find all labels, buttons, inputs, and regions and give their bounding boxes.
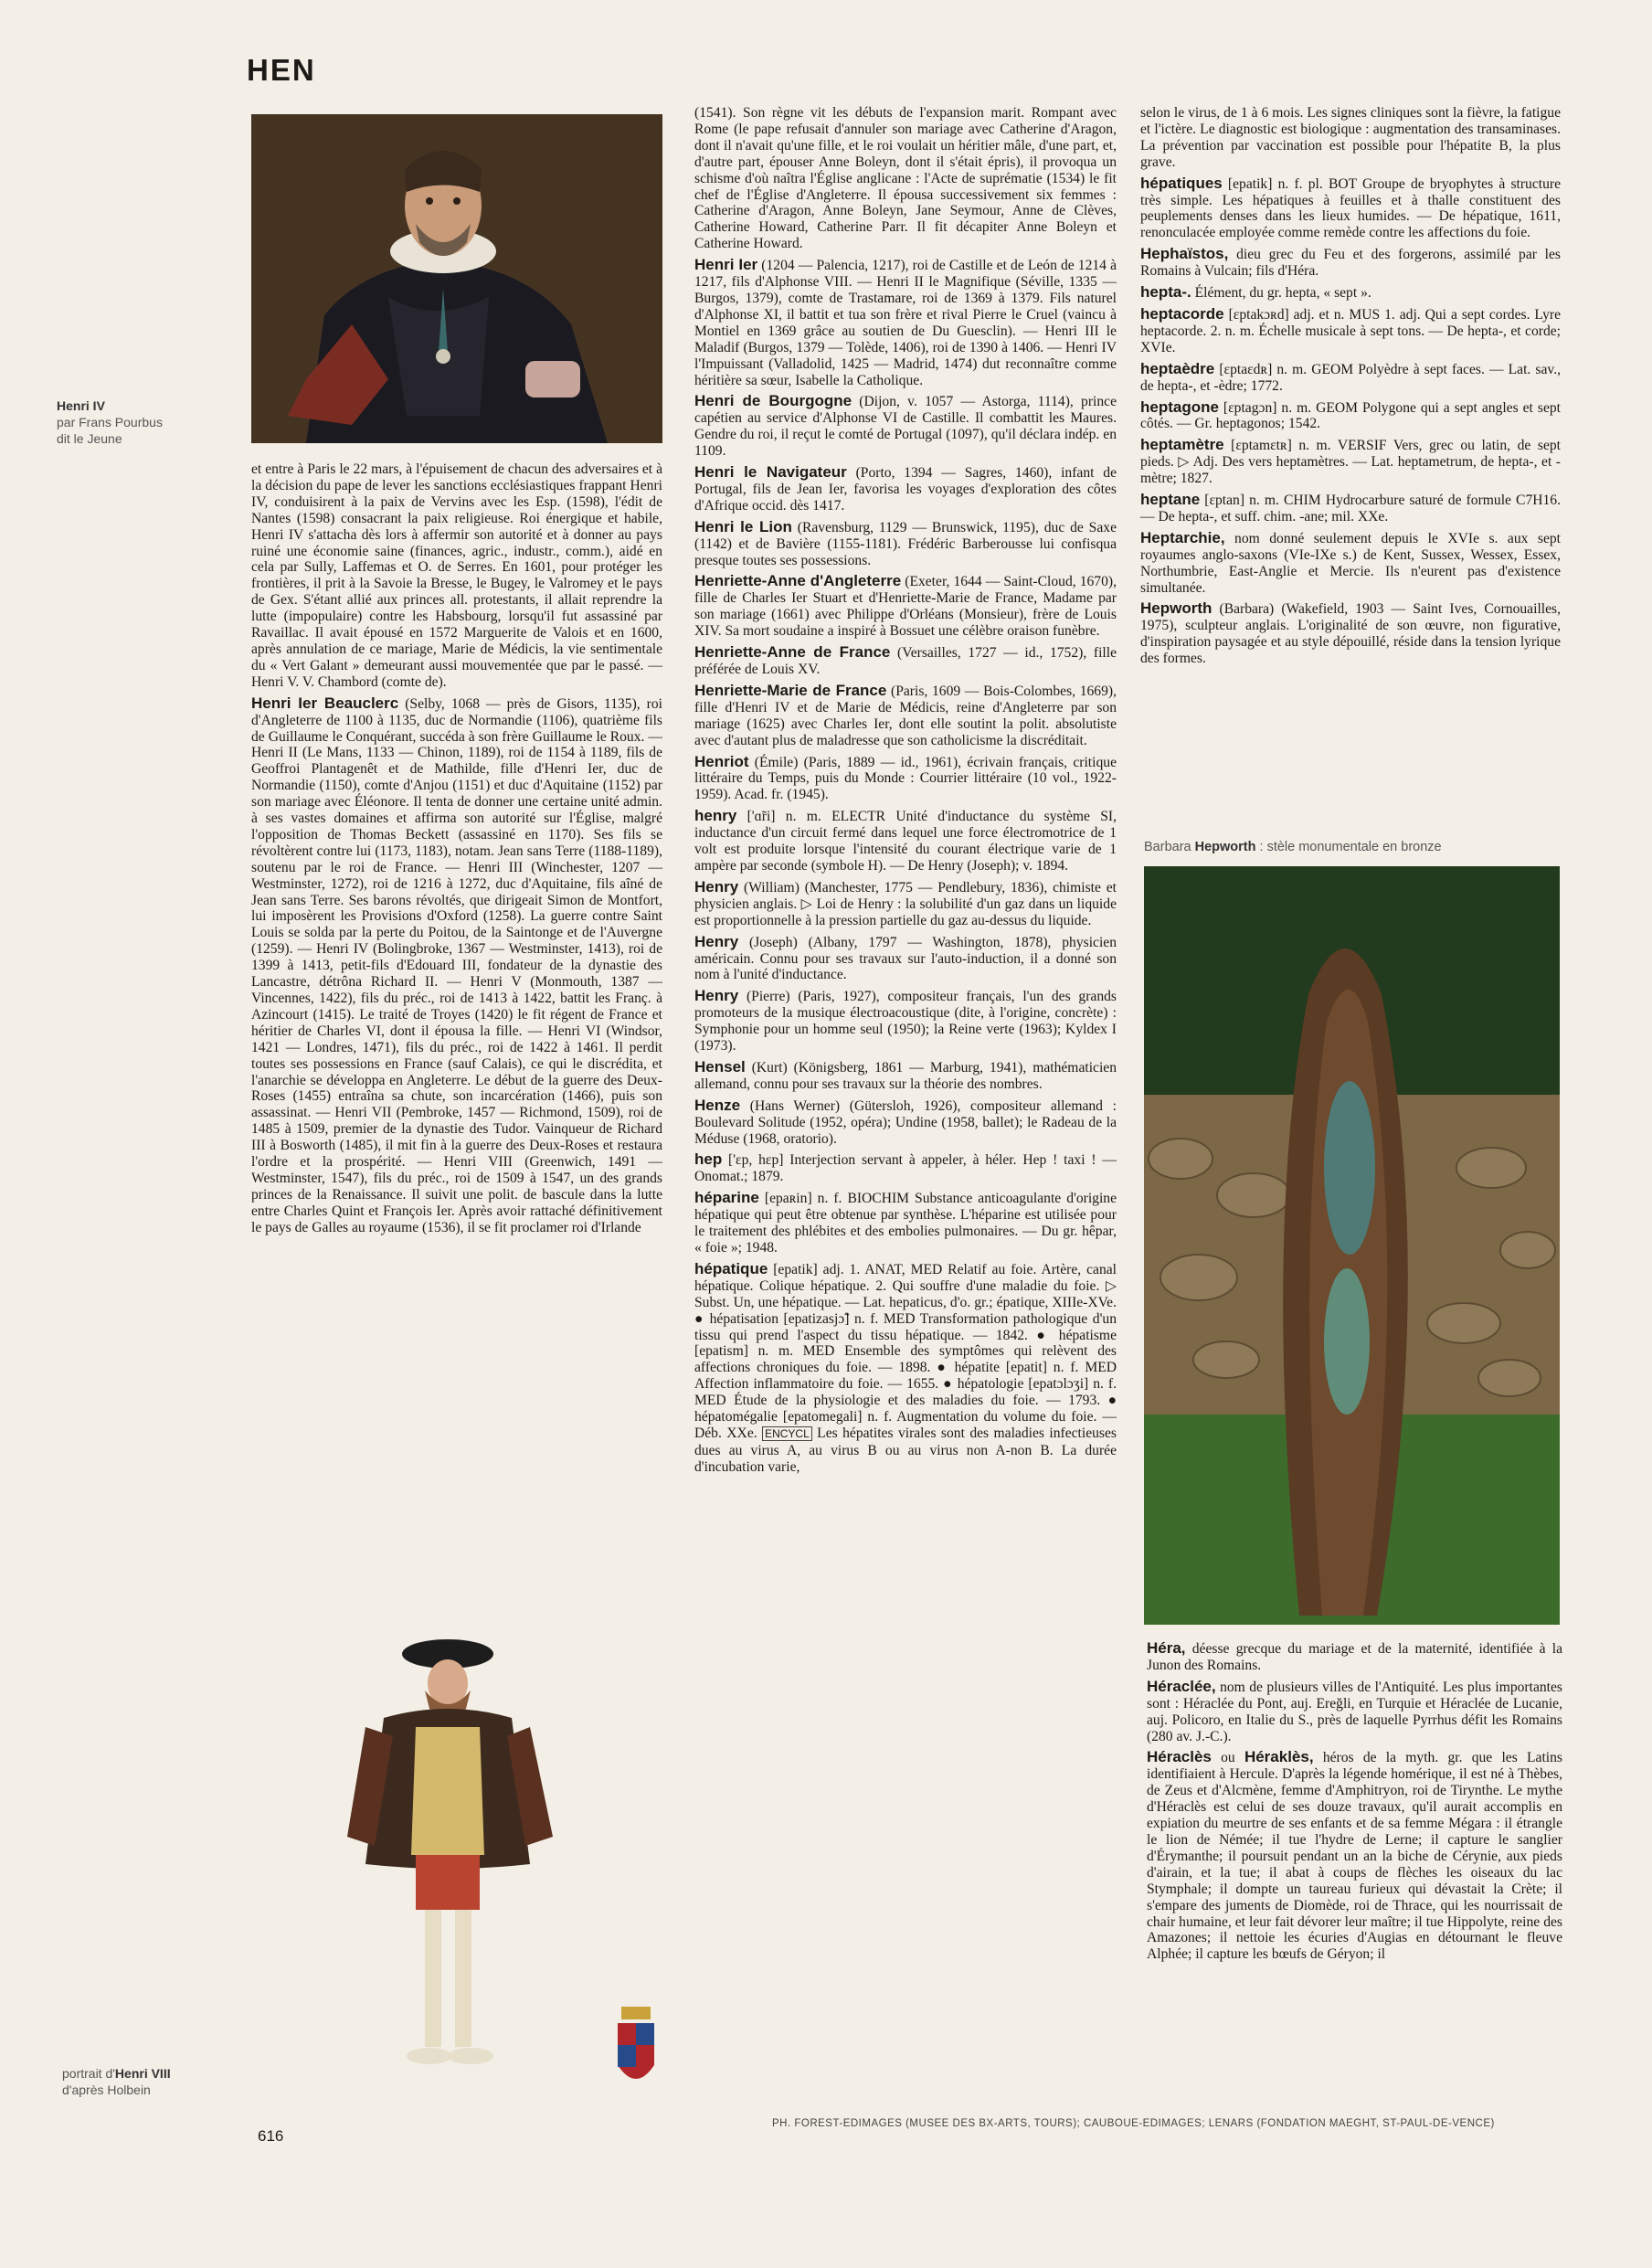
entry [694, 393, 1117, 460]
entry-body: nom de plusieurs villes de l'Antiquité. Les plus importantes sont : Héraclée du Pont, auj. Ereğli, en Turquie et Héraclée de Lucanie, auj. Policoro, en Italie du S., près de laquelle Pyrrhus défit les Romains (280 av. J.-C.). [1147, 1679, 1562, 1744]
headword: Henriette-Marie de France [694, 681, 887, 699]
headword: heptagone [1140, 397, 1219, 416]
headword: heptacorde [1140, 304, 1224, 323]
headword: Henri le Navigateur [694, 463, 847, 482]
caption-line: par Frans Pourbus [57, 415, 163, 429]
headword: Henze [694, 1096, 741, 1114]
henri-iv-portrait-image [251, 114, 662, 443]
entry-body: (Porto, 1394 — Sagres, 1460), infant de Portugal, fils de Jean Ier, favorisa les voyages d'exploration des côtes d'Afrique occid. dès 1417. [694, 465, 1117, 514]
entry [694, 1097, 1117, 1148]
entry-body: [ɛptagɔn] n. m. GEOM Polygone qui a sept angles et sept côtés. — Gr. heptagonos; 1542. [1140, 399, 1561, 432]
entry [694, 519, 1117, 569]
caption-text: portrait d' [62, 2066, 115, 2081]
headword: Héra, [1147, 1639, 1186, 1657]
headword: Henriette-Anne de France [694, 643, 891, 662]
entry-body: (Exeter, 1644 — Saint-Cloud, 1670), fille de Charles Ier Stuart et d'Henriette-Marie de France, Madame par son mariage (1661) avec Philippe d'Orléans (Monsieur), frère de Louis XIV. Sa mort soudaine a inspiré à Bossuet une célèbre oraison funèbre. [694, 574, 1117, 640]
headword: Heptarchie, [1140, 528, 1225, 546]
entry [694, 464, 1117, 514]
headword: Héraclée, [1147, 1677, 1216, 1695]
caption-name: Henri VIII [114, 2066, 171, 2081]
entry-body: (William) (Manchester, 1775 — Pendlebury, 1836), chimiste et physicien anglais. ▷ Loi de Henry : la solubilité d'un gaz dans un liquide est proportionnelle à la pression partielle du gaz au-dessus du liquide. [694, 879, 1117, 928]
entry [1140, 284, 1561, 302]
caption-line: d'après Holbein [62, 2083, 151, 2097]
headword: hepta-. [1140, 283, 1191, 302]
henri-iv-caption [57, 397, 163, 447]
entry [694, 1059, 1117, 1093]
headword: Henriot [694, 752, 749, 770]
entry-body: déesse grecque du mariage et de la maternité, identifiée à la Junon des Romains. [1147, 1641, 1562, 1673]
entry-body: [ɛptamɛtʀ] n. m. VERSIF Vers, grec ou latin, de sept pieds. ▷ Adj. Des vers heptamètres. — Lat. heptametrum, de hepta-, et -mètre; 1827. [1140, 438, 1561, 487]
entry-body: (Barbara) (Wakefield, 1903 — Saint Ives, Cornouailles, 1975), sculpteur anglais. L'originalité de son œuvre, non figurative, d'inspiration paysagée et au style dépouillé, réside dans la tension lyrique des formes. [1140, 601, 1561, 667]
henri-viii-illustration [338, 1627, 585, 2093]
entry [694, 1261, 1117, 1476]
headword: Héraclès [1147, 1748, 1212, 1766]
entry-body: ['ɛp, hɛp] Interjection servant à appeler, à héler. Hep ! taxi ! — Onomat.; 1879. [694, 1152, 1117, 1185]
headword: Henry [694, 987, 739, 1005]
entry [694, 808, 1117, 874]
hepworth-caption [1144, 839, 1442, 855]
entry-body: (Selby, 1068 — près de Gisors, 1135), roi d'Angleterre de 1100 à 1135, duc de Normandie (1106), quatrième fils de Guillaume le Conquérant, succéda à son frère Guillaume le Roux. — Henri II (Le Mans, 1133 — Chinon, 1189), roi de 1154 à 1189, fils de Geoffroi Plantagenêt et de Mathilde, fille d'Henri Ier, duc de Normandie (1150), comte d'Anjou (1151) et duc d'Aquitaine (1152) par son mariage avec Éléonore. Il tenta de donner une certaine unité admin. à ses vastes domaines et affirma son autorité sur l'Église, malgré l'opposition de Thomas Beckett (assassiné en 1170). Ses fils se révoltèrent contre lui (1173, 1183), notam. Jean sans Terre (1188-1189), soutenu par le roi de France. — Henri III (Winchester, 1207 — Westminster, 1272), roi de 1216 à 1272, duc d'Aquitaine, fils aîné de Jean sans Terre. Ses barons révoltés, que dirigeait Simon de Montfort, lui imposèrent les Provisions d'Oxford (1258). La guerre contre Saint Louis se solda par la perte du Poitou, de la Saintonge et de l'Auvergne (1259). — Henri IV (Bolingbroke, 1367 — Westminster, 1413), roi de 1399 à 1413, petit-fils d'Edouard III, fondateur de la dynastie des Lancastre, détrôna Richard II. — Henri V (Monmouth, 1387 — Vincennes, 1422), fils du préc., roi de 1413 à 1422, battit les Franç. à Azincourt (1415). Le traité de Troyes (1420) le fit régent de France et héritier de Charles VI, dont il épousa la fille. — Henri VI (Windsor, 1421 — Londres, 1471), fils du préc., roi de 1422 à 1461. Il perdit toutes ses possessions en France (sauf Calais), ce qui le discrédita, et l'anarchie se développa en Angleterre. Le début de la guerre des Deux-Roses (1455) entraîna sa chute, son incarcération (1466), puis son assassinat. — Henri VII (Pembroke, 1457 — Richmond, 1509), roi de 1485 à 1509, premier de la dynastie des Tudor. Vainqueur de Richard III à Bosworth (1485), il mit fin à la guerre des Deux-Roses et restaura l'ordre et la prospérité. — Henri VIII (Greenwich, 1491 — Westminster, 1547), fils du préc., roi de 1509 à 1547, un des grands princes de la Renaissance. Il suivit une polit. de bascule dans la lutte entre Charles Quint et François Ier. Après avoir rattaché définitivement le pays de Galles au royaume (1536), il se fit proclamer roi d'Irlande [251, 695, 663, 1235]
headword: heptamètre [1140, 436, 1224, 454]
headword: Henry [694, 932, 739, 950]
entry-body: [ɛptan] n. m. CHIM Hydrocarbure saturé de formule C7H16. — De hepta-, et suff. chim. -ane; mil. XXe. [1140, 493, 1561, 525]
entry [1140, 246, 1561, 280]
entry-body: (1204 — Palencia, 1217), roi de Castille et de León de 1214 à 1217, fils d'Alphonse VIII. — Henri II le Magnifique (Séville, 1335 — Burgos, 1379), comte de Trastamare, roi de 1369 à 1379. Fils naturel d'Alphonse XI, il battit et tua son frère et rival Pierre le Cruel (vaincu à Montiel en 1369 grâce au soutien de Du Guesclin). — Henri III le Maladif (Burgos, 1379 — Tolède, 1406), roi de 1390 à 1406. — Henri IV l'Impuissant (Valladolid, 1425 — Madrid, 1474) dut reconnaître comme héritière sa sœur, Isabelle la Catholique. [694, 258, 1117, 388]
headword: Hephaïstos, [1140, 245, 1229, 263]
entry-body: (Émile) (Paris, 1889 — id., 1961), écrivain français, critique littéraire du Temps, puis du Monde : Courrier littéraire (10 vol., 1922-1959). Acad. fr. (1945). [694, 754, 1117, 803]
caption-text: Barbara [1144, 840, 1195, 854]
headword: Henri de Bourgogne [694, 392, 852, 410]
entry-body: ['ɑ̃ri] n. m. ELECTR Unité d'inductance du système SI, inductance d'un circuit fermé dans lequel une force électromotrice de 1 volt est produite lorsque l'intensité du courant électrique varie de 1 ampère par seconde (symbole H). — De Henry (Joseph); v. 1894. [694, 809, 1117, 874]
entry-body: nom donné seulement depuis le XVIe s. aux sept royaumes anglo-saxons (VIe-IXe s.) de Kent, Sussex, Wessex, Essex, Northumbrie, East-Anglie et Mercie. Ils n'eurent pas d'existence simultanée. [1140, 530, 1561, 596]
headword: Henri Ier Beauclerc [251, 694, 399, 712]
entry-body: [ɛptaɛdʀ] n. m. GEOM Polyèdre à sept faces. — Lat. sav., de hepta-, et -èdre; 1772. [1140, 361, 1561, 394]
entry [694, 1190, 1117, 1256]
encycl-marker: ENCYCL [762, 1426, 812, 1441]
entry-body: (Paris, 1609 — Bois-Colombes, 1669), fille d'Henri IV et de Marie de Médicis, reine d'Angleterre par son mariage (1625) avec Charles Ier, dont elle soutint la polit. absolutiste avec d'autant plus de maladresse que son catholicisme la discréditait. [694, 683, 1117, 748]
headword: heptane [1140, 491, 1201, 509]
entry [1147, 1640, 1562, 1674]
entry [694, 1151, 1117, 1185]
page-number: 616 [258, 2127, 284, 2145]
entry [694, 573, 1117, 640]
entry [694, 257, 1117, 388]
entry-body: [ɛptakɔʀd] adj. et n. MUS 1. adj. Qui a sept cordes. Lyre heptacorde. 2. n. m. Échelle musicale à sept tons. — De hepta-, et corde; XVIe. [1140, 306, 1561, 355]
entry-text: selon le virus, de 1 à 6 mois. Les signes cliniques sont la fièvre, la fatigue et l'ictère. Le diagnostic est biologique : augmentation des transaminases. La prévention par vaccination est possible pour l'hépatite B, la plus grave. [1140, 105, 1561, 170]
headword: héparine [694, 1189, 759, 1207]
entry-body: ou [1211, 1750, 1244, 1766]
headword: hep [694, 1150, 723, 1169]
coat-of-arms-icon [614, 2001, 658, 2097]
entry-body: (Ravensburg, 1129 — Brunswick, 1195), duc de Saxe (1142) et de Bavière (1155-1181). Frédéric Barberousse lui confisqua presque toutes ses possessions. [694, 519, 1117, 568]
entry [1147, 1749, 1562, 1963]
entry [1140, 175, 1561, 242]
headword: Hensel [694, 1057, 746, 1076]
entry [1140, 530, 1561, 597]
headword: Héraklès, [1244, 1748, 1314, 1766]
column-3-top [1140, 105, 1561, 667]
entry-body: (Kurt) (Königsberg, 1861 — Marburg, 1941), mathématicien allemand, connu pour ses travaux sur la théorie des nombres. [694, 1059, 1117, 1092]
entry-body: [epatik] n. f. pl. BOT Groupe de bryophytes à structure très simple. Les hépatiques à feuilles et à thalle constituent des peuplements denses dans les lieux humides. — De hépatique, 1611, renonculacée employée comme remède contre les affections du foie. [1140, 175, 1561, 241]
headword: hépatiques [1140, 174, 1223, 192]
entry [1140, 437, 1561, 487]
entry [1140, 306, 1561, 356]
caption-name: Hepworth [1194, 840, 1256, 854]
entry [694, 754, 1117, 804]
entry-body: (Pierre) (Paris, 1927), compositeur français, l'un des grands promoteurs de la musique électroacoustique (dite, à l'origine, concrète) : Symphonie pour un homme seul (1950); la Reine verte (1963); Kyldex I (1973). [694, 989, 1117, 1055]
entry-body: (Joseph) (Albany, 1797 — Washington, 1878), physicien américain. Connu pour ses travaux sur l'auto-induction, il a donné son nom à l'unité d'inductance. [694, 934, 1117, 983]
entry [1140, 399, 1561, 433]
entry [694, 934, 1117, 984]
column-2 [694, 105, 1117, 1476]
entry-body: (Dijon, v. 1057 — Astorga, 1114), prince capétien au service d'Alphonse VI de Castille. Il combattit les Maures. Gendre du roi, il reçut le comté de Portugal (1097), qu'il déclara indép. en 1109. [694, 394, 1117, 460]
headword: Henry [694, 877, 739, 896]
headword: Hepworth [1140, 599, 1213, 618]
entry-body: héros de la myth. gr. que les Latins identifiaient à Hercule. D'après la légende homérique, il est né à Thèbes, de Zeus et d'Alcmène, femme d'Amphitryon, roi de Tirynthe. Le mythe d'Héraclès est celui de ses douze travaux, qu'il aurait accomplis en expiation du meurtre de ses enfants et de sa femme Mégara : il étrangle le lion de Némée; il tue l'hydre de Lerne; il capture le sanglier d'Érymanthe; il poursuit pendant un an la biche de Cérynie, aux pieds d'airain, et la tue; il abat à coups de flèches les oiseaux du lac Stymphale; il dompte un taureau furieux qui dévastait la Crète; il s'empare des juments de Diomède, roi de Thrace, qui les nourrissait de chair humaine, et leur fait dévorer leur maître; il tue Hippolyte, reine des Amazones; il nettoie les écuries d'Augias en détournant le fleuve Alphée; il capture les bœufs de Géryon; il [1147, 1750, 1562, 1963]
entry [1147, 1679, 1562, 1745]
running-head: HEN [247, 53, 316, 87]
headword: Henriette-Anne d'Angleterre [694, 572, 902, 590]
headword: henry [694, 807, 737, 825]
column-3-bottom [1147, 1640, 1562, 1963]
entry [1140, 492, 1561, 525]
headword: heptaèdre [1140, 359, 1215, 377]
photo-credit: PH. FOREST-EDIMAGES (MUSEE DES BX-ARTS, TOURS); CAUBOUE-EDIMAGES; LENARS (FONDATION MAEGHT, ST-PAUL-DE-VENCE) [772, 2118, 1495, 2129]
headword: Henri Ier [694, 256, 758, 274]
entry-body: [epaʀin] n. f. BIOCHIM Substance anticoagulante d'origine hépatique qui peut être obtenue par synthèse. L'héparine est utilisée pour le traitement des phlébites et des embolies pulmonaires. — Du gr. hêpar, « foie »; 1948. [694, 1191, 1117, 1256]
entry-body: [epatik] adj. 1. ANAT, MED Relatif au foie. Artère, canal hépatique. Colique hépatique. 2. Qui souffre d'une maladie du foie. ▷ Subst. Un, une hépatique. — Lat. hepaticus, d'o. gr.; épatique, XIIIe-XVe. ● hépatisation [epatizasjɔ̃] n. f. MED Transformation pathologique d'un tissu qui prend l'aspect du tissu hépatique. — 1842. ● hépatisme [epatism] n. m. MED Ensemble des symptômes qui relèvent des affections chroniques du foie. — 1898. ● hépatite [epatit] n. f. MED Affection inflammatoire du foie. — 1655. ● hépatologie [epatɔlɔʒi] n. f. MED Étude de la physiologie et des maladies du foie. — 1793. ● hépatomégalie [epatomegali] n. f. Augmentation du volume du foie. — Déb. XXe. [694, 1261, 1117, 1441]
entry-text: (1541). Son règne vit les débuts de l'expansion marit. Rompant avec Rome (le pape refusait d'annuler son mariage avec Catherine d'Aragon, dont il n'avait qu'une fille, et le roi voulait un héritier mâle, d'une part, et, d'autre part, épouser Anne Boleyn, dont il s'était épris), il provoqua un schisme d'où naîtra l'Église anglicane : l'Acte de suprématie (1534) le fit chef de l'Église d'Angleterre. Il épousa successivement six femmes : Catherine d'Aragon, Anne Boleyn, Jane Seymour, Anne de Clèves, Catherine Howard, Catherine Parr. Il fit décapiter Anne Boleyn et Catherine Howard. [694, 105, 1117, 252]
headword: hépatique [694, 1259, 768, 1277]
entry [694, 988, 1117, 1055]
caption-line: dit le Jeune [57, 431, 122, 446]
entry-body: Les hépatites virales sont des maladies infectieuses dues au virus A, au virus B ou au virus non A-non B. La durée d'incubation varie, [694, 1425, 1117, 1475]
hepworth-sculpture-photo [1144, 866, 1560, 1625]
entry-body: Élément, du gr. hepta, « sept ». [1191, 285, 1371, 302]
caption-name: Henri IV [57, 398, 105, 413]
entry-henri-beauclerc [251, 695, 662, 1236]
entry [694, 683, 1117, 749]
entry [694, 644, 1117, 678]
entry-body: dieu grec du Feu et des forgerons, assimilé par les Romains à Vulcain; fils d'Héra. [1140, 247, 1561, 280]
entry-body: (Hans Werner) (Gütersloh, 1926), compositeur allemand : Boulevard Solitude (1952, opéra); Undine (1958, ballet); le Radeau de la Méduse (1968, oratorio). [694, 1097, 1117, 1147]
headword: Henri le Lion [694, 517, 792, 535]
entry-text: et entre à Paris le 22 mars, à l'épuisement de chacun des adversaires et à la décision du pape de lever les sanctions ecclésiastiques frappant Henri IV, conduisirent à la paix de Vervins avec les Esp. (1598), l'édit de Nantes (1598) consacrant la paix religieuse. Roi énergique et habile, Henri IV s'attacha dès lors à affermir son autorité et à donner au pays ruiné une économie saine (finances, agric., industr., comm.), aidé en cela par Sully, Laffemas et O. de Serres. En 1601, pour protéger les frontières, il prit à la Savoie la Bresse, le Bugey, le Valromey et le pays de Gex. S'étant allié aux princes all. protestants, il allait reprendre la lutte (impopulaire) contre les Habsbourg, lorsqu'il fut assassiné par Ravaillac. Il avait épousé en 1572 Marguerite de Valois et en 1600, après annulation de ce mariage, Marie de Médicis, la vie sentimentale du « Vert Galant » demeurant aussi mouvementée que par le passé. — Henri V. V. Chambord (comte de). [251, 461, 662, 690]
caption-text: : stèle monumentale en bronze [1255, 840, 1442, 854]
entry [1140, 600, 1561, 667]
entry-body: (Versailles, 1727 — id., 1752), fille préférée de Louis XV. [694, 645, 1117, 677]
entry [694, 879, 1117, 929]
henri-viii-caption [62, 2065, 171, 2098]
entry [1140, 361, 1561, 395]
column-1 [251, 461, 662, 1236]
